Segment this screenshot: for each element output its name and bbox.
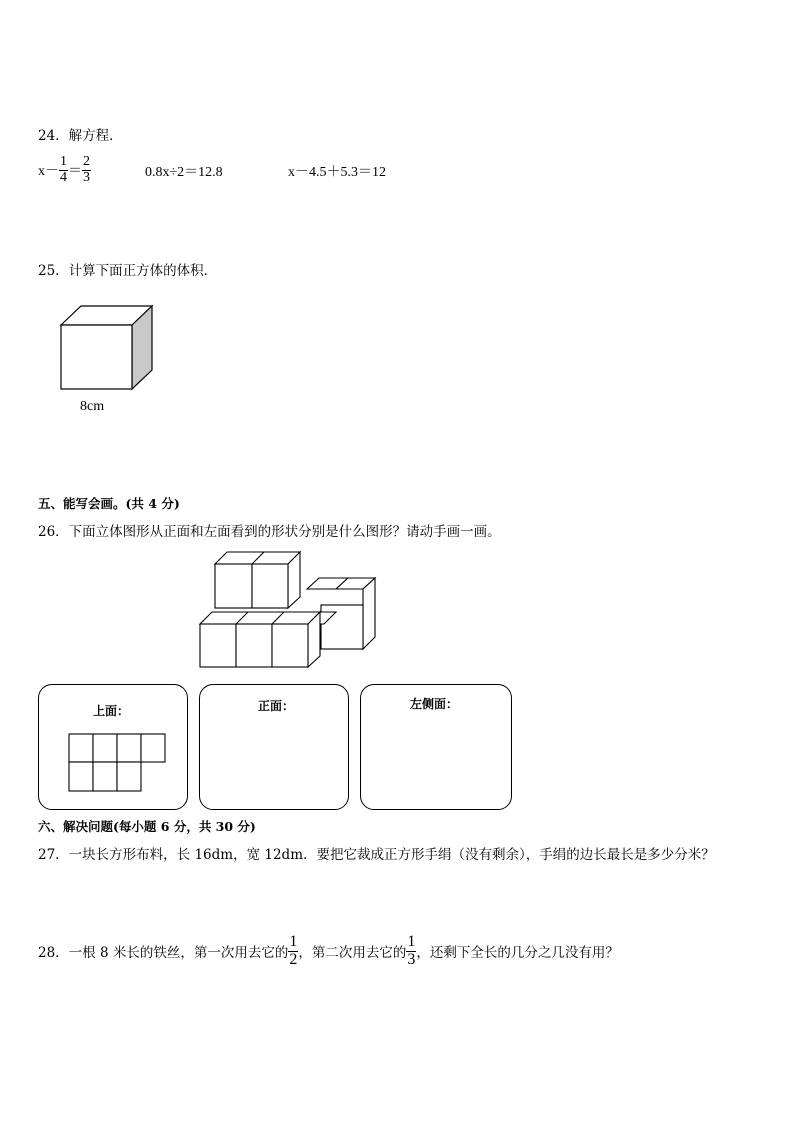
top-view-cell bbox=[117, 734, 141, 762]
eq1-lhs: x－ bbox=[38, 164, 59, 179]
front-cube-2 bbox=[236, 624, 272, 667]
top-view-label: 上面： bbox=[93, 704, 130, 718]
q24-equation-3: x－4.5＋5.3＝12 bbox=[288, 165, 386, 180]
upper-cube-1 bbox=[215, 564, 252, 608]
upper-cube-2 bbox=[252, 564, 288, 608]
top-view-cell bbox=[93, 734, 117, 762]
stacked-cubes-figure bbox=[195, 545, 380, 673]
section-6-title: 六、解决问题(每小题 6 分，共 30 分) bbox=[38, 819, 256, 834]
q28-text-1: 28．一根 8 米长的铁丝，第一次用去它的 bbox=[38, 945, 289, 961]
q26-title: 26．下面立体图形从正面和左面看到的形状分别是什么图形？请动手画一画。 bbox=[38, 524, 501, 540]
top-view-cell bbox=[69, 734, 93, 762]
front-cube-1 bbox=[200, 624, 236, 667]
front-view-label: 正面： bbox=[258, 699, 295, 713]
q24-title: 24．解方程． bbox=[38, 128, 123, 144]
top-view-cell bbox=[93, 762, 117, 791]
cube-front-face bbox=[61, 325, 132, 389]
q27-title: 27．一块长方形布料，长 16dm，宽 12dm．要把它裁成正方形手绢（没有剩余），手绢的边长最长是多少分米？ bbox=[38, 847, 715, 863]
q28-fraction-2 bbox=[406, 934, 416, 969]
q28-text-3: ，还剩下全长的几分之几没有用？ bbox=[416, 945, 619, 961]
q25-title: 25．计算下面正方体的体积． bbox=[38, 263, 218, 279]
top-view-cell bbox=[141, 734, 165, 762]
q28-fraction-1 bbox=[288, 934, 298, 969]
q24-equation-2: 0.8x÷2＝12.8 bbox=[145, 165, 223, 180]
q24-equation-1 bbox=[38, 152, 91, 188]
q28-frac2-den: 3 bbox=[407, 950, 416, 968]
front-cube-3 bbox=[272, 624, 308, 667]
section-5-title: 五、能写会画。(共 4 分) bbox=[38, 496, 180, 511]
q28-title bbox=[38, 931, 619, 971]
q28-text-2: ，第二次用去它的 bbox=[298, 945, 407, 961]
q28-frac1-num: 1 bbox=[289, 932, 298, 950]
q28-frac2-num: 1 bbox=[407, 932, 416, 950]
eq1-fraction-left bbox=[59, 155, 68, 185]
top-view-cell bbox=[69, 762, 93, 791]
top-view-grid bbox=[68, 733, 168, 793]
eq1-rfrac-den: 3 bbox=[83, 169, 90, 185]
left-view-label: 左侧面： bbox=[410, 697, 459, 711]
top-view-cell bbox=[117, 762, 141, 791]
cube-edge-label: 8cm bbox=[80, 399, 105, 414]
eq1-rfrac-num: 2 bbox=[83, 153, 90, 169]
back-cube-side bbox=[363, 578, 375, 649]
eq1-equals: ＝ bbox=[68, 164, 82, 179]
eq1-fraction-right bbox=[82, 155, 91, 185]
eq1-frac-num: 1 bbox=[60, 153, 67, 169]
cube-figure bbox=[55, 300, 160, 395]
q28-frac1-den: 2 bbox=[289, 950, 298, 968]
eq1-frac-den: 4 bbox=[60, 169, 67, 185]
